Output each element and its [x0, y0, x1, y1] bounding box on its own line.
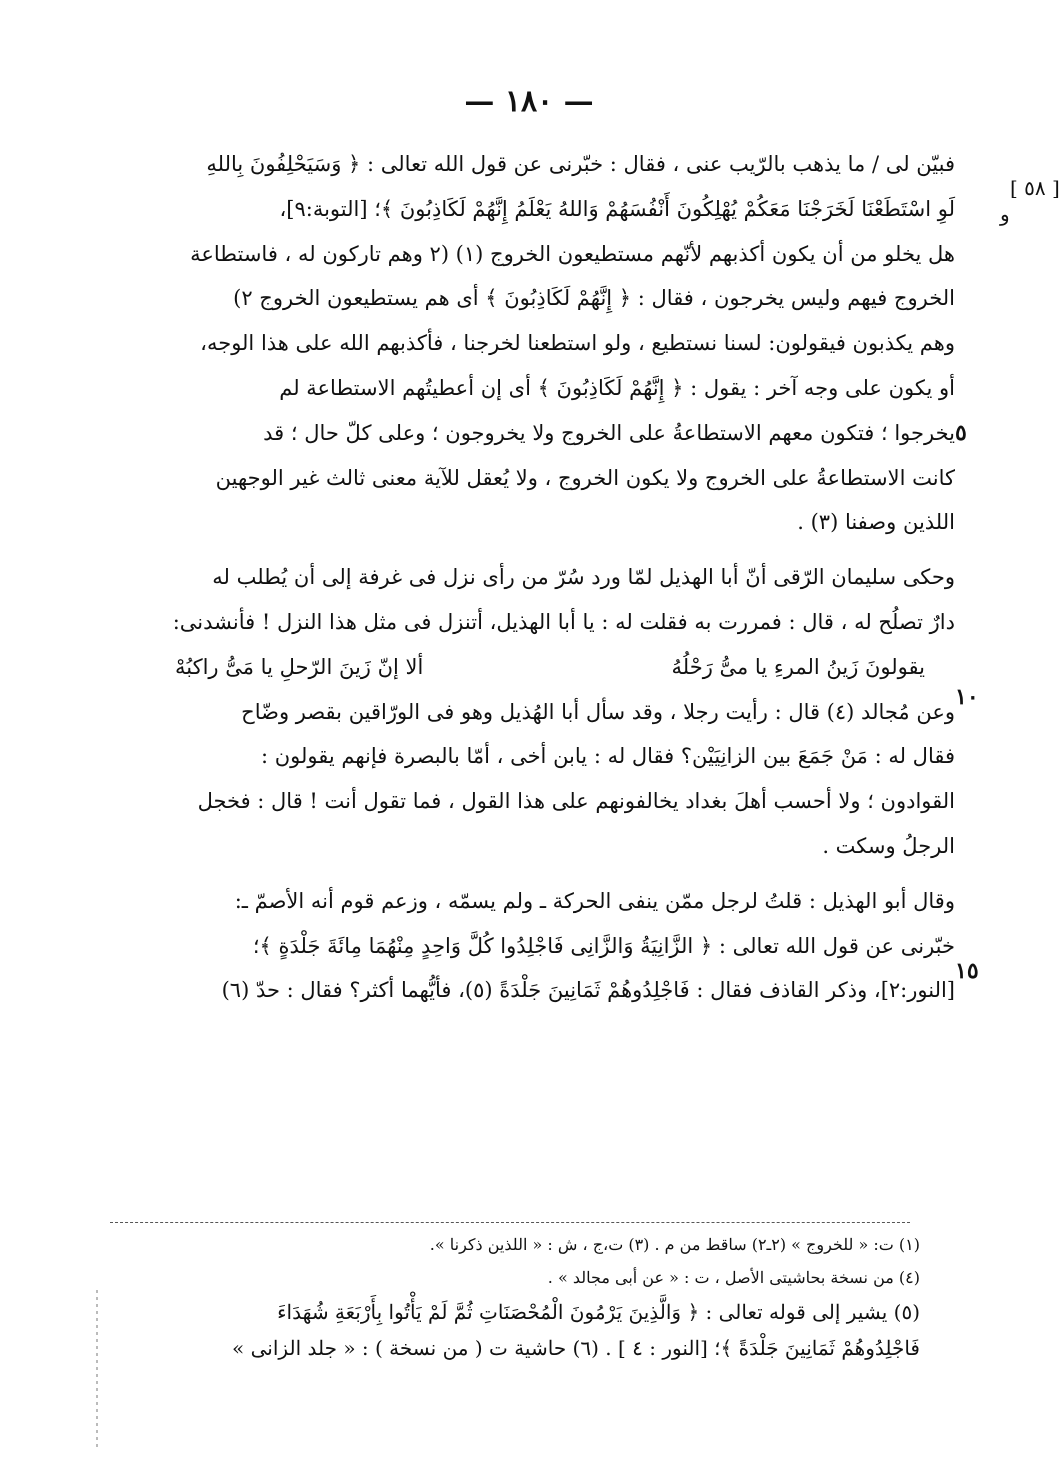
verse-second-hemistich: ألا إنّ زَينَ الرّحلِ يا مَىُّ راكبُهْ — [175, 654, 424, 679]
text-line: الرجلُ وسكت . — [822, 833, 955, 858]
margin-folio-reference: [ ٥٨ ] — [1010, 176, 1060, 200]
main-text — [115, 142, 955, 1013]
footnote-line: (١) ت: « للخروج » (٢ـ٢) ساقط من م . (٣) ت،ج ، ش : « اللذين ذكرنا ». — [429, 1235, 920, 1254]
text-line: [النور:٢]، وذكر القاذف فقال : فَاجْلِدُوهُمْ ثَمَانِينَ جَلْدَةً (٥)، فأيُّهما أكثر؟ فقال : حدّ (٦) — [221, 978, 955, 1003]
footnotes — [100, 1228, 920, 1366]
margin-folio-side: و — [1000, 202, 1010, 226]
text-line: يخرجوا ؛ فتكون معهم الاستطاعةُ على الخروج ولا يخروجون ؛ وعلى كلّ حال ؛ قد — [263, 420, 955, 445]
footnote-separator — [110, 1222, 910, 1223]
text-line: فقال له : مَنْ جَمَعَ بين الزانِيَيْن؟ فقال له : يابن أخى ، أمّا بالبصرة فإنهم يقولون : — [260, 744, 955, 769]
page-number: — ١٨٠ — — [464, 84, 594, 119]
text-line: وقال أبو الهذيل : قلتُ لرجل ممّن ينفى الحركة ـ ولم يسمّه ، وزعم قوم أنه الأصمّ ـ: — [234, 888, 955, 913]
text-line: وهم يكذبون فيقولون: لسنا نستطيع ، ولو استطعنا لخرجنا ، فأكذبهم الله على هذا الوجه، — [200, 331, 955, 356]
text-line: أو يكون على وجه آخر : يقول : ﴿ إِنَّهُمْ لَكَاذِبُونَ ﴾ أى إن أعطيتُهم الاستطاعة لم — [279, 375, 955, 400]
line-number-15: ١٥ — [955, 958, 979, 984]
text-line: وعن مُجالد (٤) قال : رأيت رجلا ، وقد سأل أبا الهُذيل وهو فى الورّاقين بقصر وضّاح — [241, 699, 955, 724]
text-line: دارٌ تصلُح له ، قال : فمررت به فقلت له : يا أبا الهذيل، أتنزل فى مثل هذا النزل ! فأنشدنى: — [172, 609, 955, 634]
text-line: كانت الاستطاعةُ على الخروج ولا يكون الخروج ، ولا يُعقل للآية معنى ثالث غير الوجهين — [215, 465, 955, 490]
text-line: خبّرنى عن قول الله تعالى : ﴿ الزَّانِيَةُ وَالزَّانِى فَاجْلِدُوا كُلَّ وَاحِدٍ مِنْهُمَا مِائَةَ جَلْدَةٍ ﴾؛ — [252, 933, 955, 958]
text-line: اللذين وصفنا (٣) . — [797, 510, 955, 535]
scan-edge-artifact — [96, 1290, 98, 1450]
footnote-line: فَاجْلِدُوهُمْ ثَمَانِينَ جَلْدَةً ﴾؛ [النور : ٤ ] . (٦) حاشية ت ( من نسخة ) : « جلد الزانى » — [232, 1336, 920, 1360]
text-line: وحكى سليمان الرّقى أنّ أبا الهذيل لمّا ورد سُرّ من رأى نزل فى غرفة إلى أن يُطلب له — [212, 565, 955, 590]
text-line: فبيّن لى / ما يذهب بالرّيب عنى ، فقال : خبّرنى عن قول الله تعالى : ﴿ وَسَيَحْلِفُونَ بِاللهِ — [206, 152, 955, 176]
footnote-line: (٤) من نسخة بحاشيتى الأصل ، ت : « عن أبى مجالد » . — [547, 1268, 920, 1287]
text-line: لَوِ اسْتَطَعْنَا لَخَرَجْنَا مَعَكُمْ يُهْلِكُونَ أَنْفُسَهُمْ وَاللهُ يَعْلَمُ إِنَّهُمْ لَكَاذِبُونَ ﴾؛ [التوبة:٩]، — [279, 196, 955, 221]
text-line: هل يخلو من أن يكون أكذبهم لأنّهم مستطيعون الخروج (١) (٢ وهم تاركون له ، فاستطاعة — [190, 241, 955, 266]
line-number-5: ٥ — [955, 420, 967, 446]
footnote-line: (٥) يشير إلى قوله تعالى : ﴿ وَالَّذِينَ يَرْمُونَ الْمُحْصَنَاتِ ثُمَّ لَمْ يَأْتُوا بِأَرْبَعَةِ شُهَدَاءَ — [277, 1300, 920, 1324]
line-number-10: ١٠ — [955, 684, 979, 710]
poetry-verse — [115, 645, 955, 690]
verse-first-hemistich: يقولونَ زَينُ المرءِ يا مىُّ رَحْلُهُ — [671, 654, 925, 679]
text-line: القوادون ؛ ولا أحسب أهلَ بغداد يخالفونهم على هذا القول ، فما تقول أنت ! قال : فخجل — [197, 789, 955, 814]
text-line: الخروج فيهم وليس يخرجون ، فقال : ﴿ إِنَّهُمْ لَكَاذِبُونَ ﴾ أى هم يستطيعون الخروج ٢) — [233, 286, 955, 311]
